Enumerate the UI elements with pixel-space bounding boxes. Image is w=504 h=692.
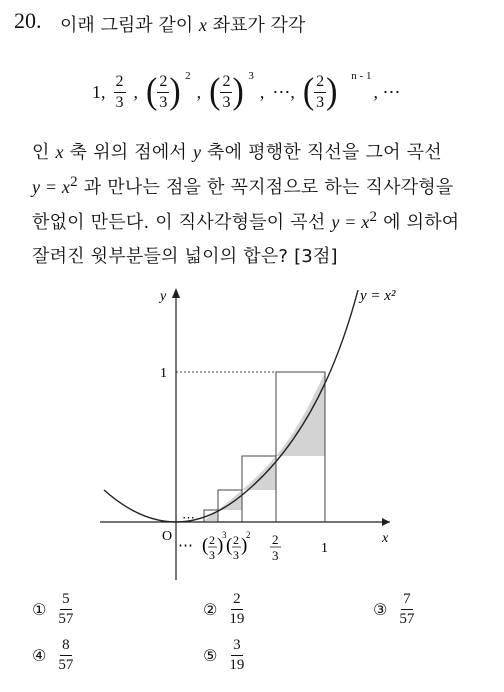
x-label-one: 1 bbox=[321, 541, 328, 556]
x-label-two-thirds bbox=[270, 532, 281, 563]
seq-term-n: ( $\frac{2}{3}$ ) $^{n - 1}$ bbox=[302, 69, 372, 112]
choice-5-mark: ⑤ bbox=[203, 646, 218, 665]
seq-cube-exp: 3 bbox=[248, 69, 254, 82]
x-label-sq-exp: 2 bbox=[246, 530, 251, 540]
question-intro bbox=[60, 11, 305, 37]
x-label-sq-num: 2 bbox=[233, 533, 239, 547]
question-line-1 bbox=[32, 138, 442, 164]
y-axis-label: y bbox=[160, 289, 167, 304]
x-label-cube-den: 3 bbox=[209, 548, 215, 562]
choice-1-num: 5 bbox=[60, 592, 72, 610]
seq-frac-den: 3 bbox=[115, 93, 124, 111]
question-number: 20. bbox=[14, 8, 42, 33]
shaded-region-1 bbox=[276, 372, 325, 456]
line3-exponent: 2 bbox=[369, 209, 378, 225]
x-ellipsis: ⋯ bbox=[178, 538, 193, 554]
question-line-4: 잘려진 윗부분들의 넓이의 합은? [3점] bbox=[32, 246, 338, 267]
choice-1-mark: ① bbox=[32, 600, 47, 619]
seq-n-den: 3 bbox=[316, 93, 325, 111]
shaded-region-23 bbox=[242, 456, 276, 490]
x-coordinate-sequence: 1, $\frac{2}{3}$ , ( $\frac{2}{3}$ ) $^2$ , ( $\frac{2}{3}$ ) $^3$ , ⋯, ( $\frac{2}{3}$ ) $^{n - 1}$ , ⋯ bbox=[92, 69, 401, 112]
choice-4-den: 57 bbox=[58, 657, 74, 673]
line1-var-y: y bbox=[192, 142, 202, 162]
line3-equation: y = x bbox=[331, 212, 370, 232]
x-axis-arrow bbox=[382, 518, 390, 526]
seq-n-num: 2 bbox=[314, 74, 326, 93]
choice-4-mark: ④ bbox=[32, 646, 47, 665]
choice-1[interactable] bbox=[32, 592, 75, 627]
choice-3-den: 57 bbox=[399, 611, 415, 627]
seq-n-exp: n - 1 bbox=[351, 69, 372, 82]
choice-1-den: 57 bbox=[58, 611, 74, 627]
choice-5[interactable] bbox=[203, 638, 246, 673]
seq-sq-den: 3 bbox=[159, 93, 168, 111]
x-label-23-den: 3 bbox=[272, 548, 279, 563]
seq-term-frac bbox=[114, 74, 126, 111]
choice-3-mark: ③ bbox=[373, 600, 388, 619]
choice-4-num: 8 bbox=[60, 638, 72, 656]
choice-2-den: 19 bbox=[229, 611, 245, 627]
choice-5-num: 3 bbox=[231, 638, 243, 656]
choice-2-num: 2 bbox=[231, 592, 243, 610]
line1-part-c: 축에 평행한 직선을 그어 곡선 bbox=[201, 142, 442, 163]
seq-sq-exp: 2 bbox=[185, 69, 191, 82]
shaded-region-square bbox=[218, 490, 242, 510]
line3-part-b: 에 의하여 bbox=[377, 212, 460, 233]
line2-text: 과 만나는 점을 한 꼭지점으로 하는 직사각형을 bbox=[77, 177, 454, 198]
line1-part-b: 축 위의 점에서 bbox=[63, 142, 193, 163]
x-label-square bbox=[226, 530, 251, 562]
choice-3-num: 7 bbox=[401, 592, 413, 610]
y-axis-arrow bbox=[172, 288, 180, 298]
curve-label: y = x² bbox=[360, 288, 396, 304]
svg-text:(: ( bbox=[202, 535, 209, 556]
intro-var: x bbox=[198, 15, 207, 35]
choice-2[interactable] bbox=[203, 592, 246, 627]
x-label-cube-exp: 3 bbox=[222, 530, 227, 540]
choice-2-mark: ② bbox=[203, 600, 218, 619]
line1-part-a: 인 bbox=[32, 142, 56, 163]
choice-4[interactable] bbox=[32, 638, 75, 673]
choice-3[interactable] bbox=[373, 592, 416, 627]
intro-before: 이래 그림과 같이 bbox=[60, 15, 199, 36]
x-label-23-num: 2 bbox=[272, 532, 279, 547]
seq-cube-num: 2 bbox=[220, 74, 232, 93]
y-tick-1: 1 bbox=[160, 366, 167, 381]
line2-exponent: 2 bbox=[70, 174, 78, 190]
x-label-cube-num: 2 bbox=[209, 533, 215, 547]
x-label-cube bbox=[202, 530, 227, 562]
line3-part-a: 한없이 만든다. 이 직사각형들이 곡선 bbox=[32, 212, 332, 233]
x-axis-label: x bbox=[382, 531, 389, 546]
choice-5-den: 19 bbox=[229, 657, 245, 673]
seq-sq-num: 2 bbox=[157, 74, 169, 93]
svg-text:(: ( bbox=[226, 535, 233, 556]
question-line-2 bbox=[32, 173, 453, 199]
question-line-3 bbox=[32, 208, 459, 234]
x-label-sq-den: 3 bbox=[233, 548, 239, 562]
svg-text:): ) bbox=[217, 535, 224, 556]
seq-frac-num: 2 bbox=[114, 74, 126, 93]
parabola-rectangles-figure bbox=[90, 280, 410, 580]
small-dots: ⋯ bbox=[182, 510, 195, 525]
intro-after: 좌표가 각각 bbox=[206, 15, 306, 36]
seq-term-square: ( $\frac{2}{3}$ ) $^2$ bbox=[146, 69, 191, 112]
seq-cube-den: 3 bbox=[222, 93, 231, 111]
svg-text:): ) bbox=[241, 535, 248, 556]
line2-equation: y = x bbox=[32, 177, 71, 197]
seq-ellipsis: ⋯, bbox=[272, 81, 295, 102]
seq-term-1: 1, bbox=[92, 81, 106, 102]
seq-tail: , ⋯ bbox=[373, 81, 401, 102]
shaded-regions bbox=[204, 372, 325, 521]
line1-var-x: x bbox=[55, 142, 64, 162]
origin-label: O bbox=[162, 529, 173, 544]
seq-term-cube: ( $\frac{2}{3}$ ) $^3$ bbox=[209, 69, 254, 112]
